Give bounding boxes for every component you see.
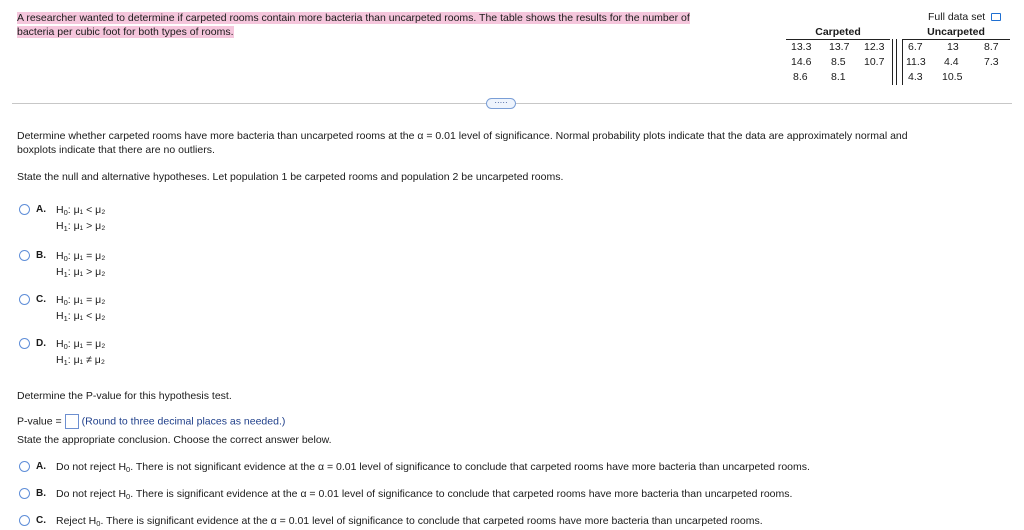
table-cell: 10.5 bbox=[942, 71, 963, 83]
pvalue-hint: (Round to three decimal places as needed.) bbox=[81, 415, 286, 428]
option-letter: A. bbox=[36, 204, 46, 215]
conclusion-option-b[interactable] bbox=[17, 487, 1017, 503]
conclusion-text: Do not reject $H_0$. There is not significant evidence at the α = 0.01 level of significance to conclude that carpeted rooms have more bacteria than uncarpeted rooms. bbox=[56, 461, 810, 474]
table-cell: 10.7 bbox=[864, 56, 885, 68]
table-cell: 4.4 bbox=[944, 56, 959, 68]
hypothesis-option-c[interactable] bbox=[17, 293, 217, 325]
conclusion-prompt: State the appropriate conclusion. Choose the correct answer below. bbox=[17, 434, 332, 446]
conclusion-text: Do not reject $H_0$. There is significant evidence at the α = 0.01 level of significance to conclude that carpeted rooms have more bacteria than uncarpeted rooms. bbox=[56, 488, 793, 501]
carpeted-header: Carpeted bbox=[815, 26, 861, 38]
option-letter: B. bbox=[36, 488, 46, 499]
null-hypothesis: $H_0$: μ₁ = μ₂ bbox=[56, 250, 106, 263]
conclusion-option-a[interactable] bbox=[17, 460, 1017, 476]
option-letter: C. bbox=[36, 294, 46, 305]
instructions-line-1: Determine whether carpeted rooms have more bacteria than uncarpeted rooms at the α = 0.01 level of significance. Normal probability plots indicate that the data are approximately normal and bbox=[17, 130, 908, 142]
table-cell: 14.6 bbox=[791, 56, 812, 68]
radio-button[interactable] bbox=[19, 488, 30, 499]
hypothesis-option-b[interactable] bbox=[17, 249, 217, 281]
data-table bbox=[786, 25, 1016, 87]
option-letter: C. bbox=[36, 515, 46, 526]
radio-button[interactable] bbox=[19, 294, 30, 305]
hypothesis-option-a[interactable] bbox=[17, 203, 217, 235]
prompt-line-2: bacteria per cubic foot for both types of rooms. bbox=[17, 26, 234, 38]
radio-button[interactable] bbox=[19, 515, 30, 526]
pvalue-label: P-value = bbox=[17, 415, 62, 428]
radio-button[interactable] bbox=[19, 204, 30, 215]
table-cell: 13.3 bbox=[791, 41, 812, 53]
table-cell: 6.7 bbox=[908, 41, 923, 53]
table-cell: 13.7 bbox=[829, 41, 850, 53]
alternative-hypothesis: $H_1$: μ₁ > μ₂ bbox=[56, 266, 106, 279]
table-cell: 8.6 bbox=[793, 71, 808, 83]
full-data-set-link[interactable] bbox=[928, 11, 1001, 23]
expand-more-button[interactable]: ····· bbox=[486, 98, 516, 109]
table-cell: 7.3 bbox=[984, 56, 999, 68]
table-cell: 8.7 bbox=[984, 41, 999, 53]
instructions-line-2: boxplots indicate that there are no outliers. bbox=[17, 144, 215, 156]
pvalue-row bbox=[17, 414, 285, 429]
pvalue-input[interactable] bbox=[65, 414, 79, 429]
alternative-hypothesis: $H_1$: μ₁ ≠ μ₂ bbox=[56, 354, 105, 367]
instructions bbox=[17, 129, 1007, 157]
radio-button[interactable] bbox=[19, 338, 30, 349]
hypotheses-prompt: State the null and alternative hypotheses. Let population 1 be carpeted rooms and population 2 be uncarpeted rooms. bbox=[17, 171, 564, 183]
pvalue-prompt: Determine the P-value for this hypothesis test. bbox=[17, 390, 232, 402]
radio-button[interactable] bbox=[19, 250, 30, 261]
option-letter: B. bbox=[36, 250, 46, 261]
table-cell: 13 bbox=[947, 41, 959, 53]
null-hypothesis: $H_0$: μ₁ < μ₂ bbox=[56, 204, 106, 217]
table-cell: 4.3 bbox=[908, 71, 923, 83]
null-hypothesis: $H_0$: μ₁ = μ₂ bbox=[56, 338, 106, 351]
uncarpeted-header: Uncarpeted bbox=[927, 26, 985, 38]
conclusion-text: Reject $H_0$. There is significant evidence at the α = 0.01 level of significance to conclude that carpeted rooms have more bacteria than uncarpeted rooms. bbox=[56, 515, 763, 528]
radio-button[interactable] bbox=[19, 461, 30, 472]
question-prompt bbox=[17, 11, 767, 39]
expand-window-icon[interactable] bbox=[991, 13, 1001, 21]
table-cell: 8.1 bbox=[831, 71, 846, 83]
prompt-line-1: A researcher wanted to determine if carpeted rooms contain more bacteria than uncarpeted rooms. The table shows the results for the number of bbox=[17, 12, 690, 24]
alternative-hypothesis: $H_1$: μ₁ < μ₂ bbox=[56, 310, 106, 323]
table-cell: 12.3 bbox=[864, 41, 885, 53]
alternative-hypothesis: $H_1$: μ₁ > μ₂ bbox=[56, 220, 106, 233]
option-letter: D. bbox=[36, 338, 46, 349]
table-cell: 8.5 bbox=[831, 56, 846, 68]
conclusion-option-c[interactable] bbox=[17, 514, 1017, 530]
hypothesis-option-d[interactable] bbox=[17, 337, 217, 369]
full-data-set-label: Full data set bbox=[928, 11, 986, 23]
null-hypothesis: $H_0$: μ₁ = μ₂ bbox=[56, 294, 106, 307]
table-cell: 11.3 bbox=[906, 56, 926, 68]
option-letter: A. bbox=[36, 461, 46, 472]
